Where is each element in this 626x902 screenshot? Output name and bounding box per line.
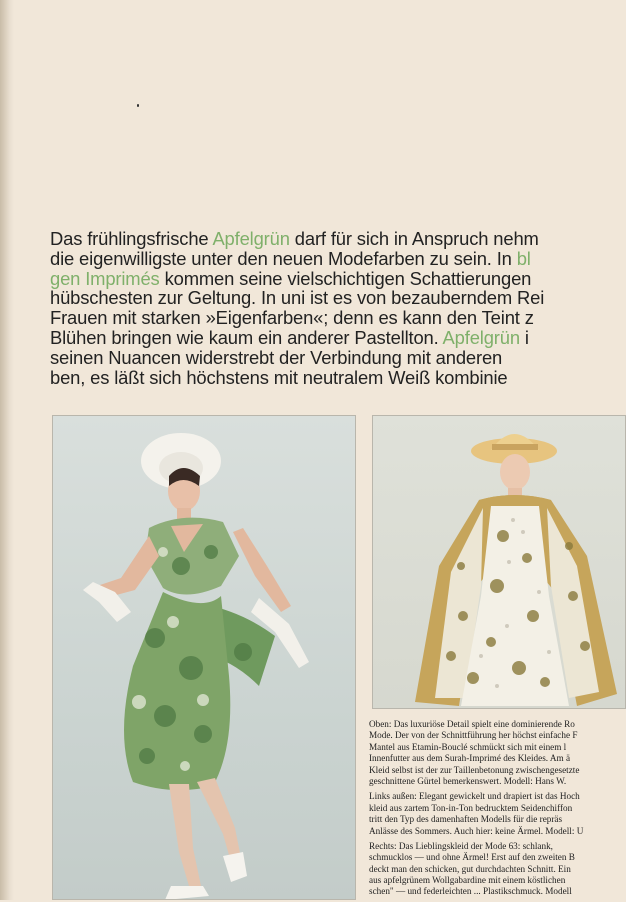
page-binding-edge xyxy=(0,0,14,900)
intro-text: Frauen mit starken »Eigenfarben«; denn es kann den Teint z xyxy=(50,307,534,329)
caption-line: Links außen: Elegant gewickelt und drapiert ist das Hoch xyxy=(369,791,580,802)
intro-line xyxy=(50,348,626,368)
intro-text: seinen Nuancen widerstrebt der Verbindung mit anderen xyxy=(50,346,503,368)
caption-line: geschnittene Gürtel bemerkenswert. Modell: Hans W. xyxy=(369,775,567,786)
intro-text: i xyxy=(519,326,529,348)
fashion-illustration-left xyxy=(53,416,356,900)
intro-line xyxy=(50,269,626,289)
highlighted-color-word: gen Imprimés xyxy=(50,267,160,289)
highlighted-color-word: Apfelgrün xyxy=(212,228,290,249)
photo-captions xyxy=(369,719,626,902)
caption-line: schmucklos — und ohne Ärmel! Erst auf den zweiten B xyxy=(369,852,575,863)
caption-block xyxy=(369,791,626,837)
intro-text: hübschesten zur Geltung. In uni ist es von bezauberndem Rei xyxy=(50,287,545,309)
caption-line: tritt den Typ des damenhaften Modells für die repräs xyxy=(369,814,563,825)
intro-text: Das frühlingsfrische xyxy=(50,228,213,249)
caption-line: Mantel aus Etamin-Bouclé schmückt sich mit einem l xyxy=(369,741,567,752)
caption-block xyxy=(369,841,626,898)
photo-woman-coat-and-hat xyxy=(372,415,626,709)
caption-line: Mode. Der von der Schnittführung her höchst einfache F xyxy=(369,730,578,741)
intro-text: ben, es läßt sich höchstens mit neutralem Weiß kombinie xyxy=(50,366,508,388)
highlighted-color-word: bl xyxy=(516,247,531,269)
caption-line: schen" — und federleichten ... Plastikschmuck. Modell xyxy=(369,886,572,897)
intro-line xyxy=(50,249,626,269)
caption-line: Innenfutter aus dem Surah-Imprimé des Kleides. Am ä xyxy=(369,753,571,764)
caption-line: Oben: Das luxuriöse Detail spielt eine dominierende Ro xyxy=(369,719,575,729)
intro-paragraph xyxy=(50,229,626,387)
caption-line: aus apfelgrünem Wollgabardine mit einem köstlichen xyxy=(369,875,566,886)
caption-line: kleid aus zartem Ton-in-Ton bedrucktem Seidenchiffon xyxy=(369,802,573,813)
intro-line xyxy=(50,288,626,308)
intro-text: Blühen bringen wie kaum ein anderer Pastellton. xyxy=(50,326,443,348)
caption-block xyxy=(369,719,626,787)
caption-line: Rechts: Das Lieblingskleid der Mode 63: schlank, xyxy=(369,840,553,851)
photo-woman-green-wrap-dress xyxy=(52,415,356,900)
intro-text: kommen seine vielschichtigen Schattierungen xyxy=(159,267,532,289)
intro-line xyxy=(50,368,626,388)
caption-line: deckt man den schicken, gut durchdachten Schnitt. Ein xyxy=(369,863,571,874)
fashion-illustration-right xyxy=(373,416,626,709)
intro-text: die eigenwilligste unter den neuen Modefarben zu sein. In xyxy=(50,247,517,269)
intro-text: darf für sich in Anspruch nehm xyxy=(289,228,539,249)
caption-line: Kleid selbst ist der zur Taillenbetonung zwischengesetzte xyxy=(369,764,580,775)
intro-line xyxy=(50,308,626,328)
paper-speck xyxy=(137,104,139,107)
intro-line xyxy=(50,328,626,348)
intro-line xyxy=(50,229,626,249)
caption-line: Anlässe des Sommers. Auch hier: keine Ärmel. Modell: U xyxy=(369,825,584,836)
highlighted-color-word: Apfelgrün xyxy=(442,326,520,348)
